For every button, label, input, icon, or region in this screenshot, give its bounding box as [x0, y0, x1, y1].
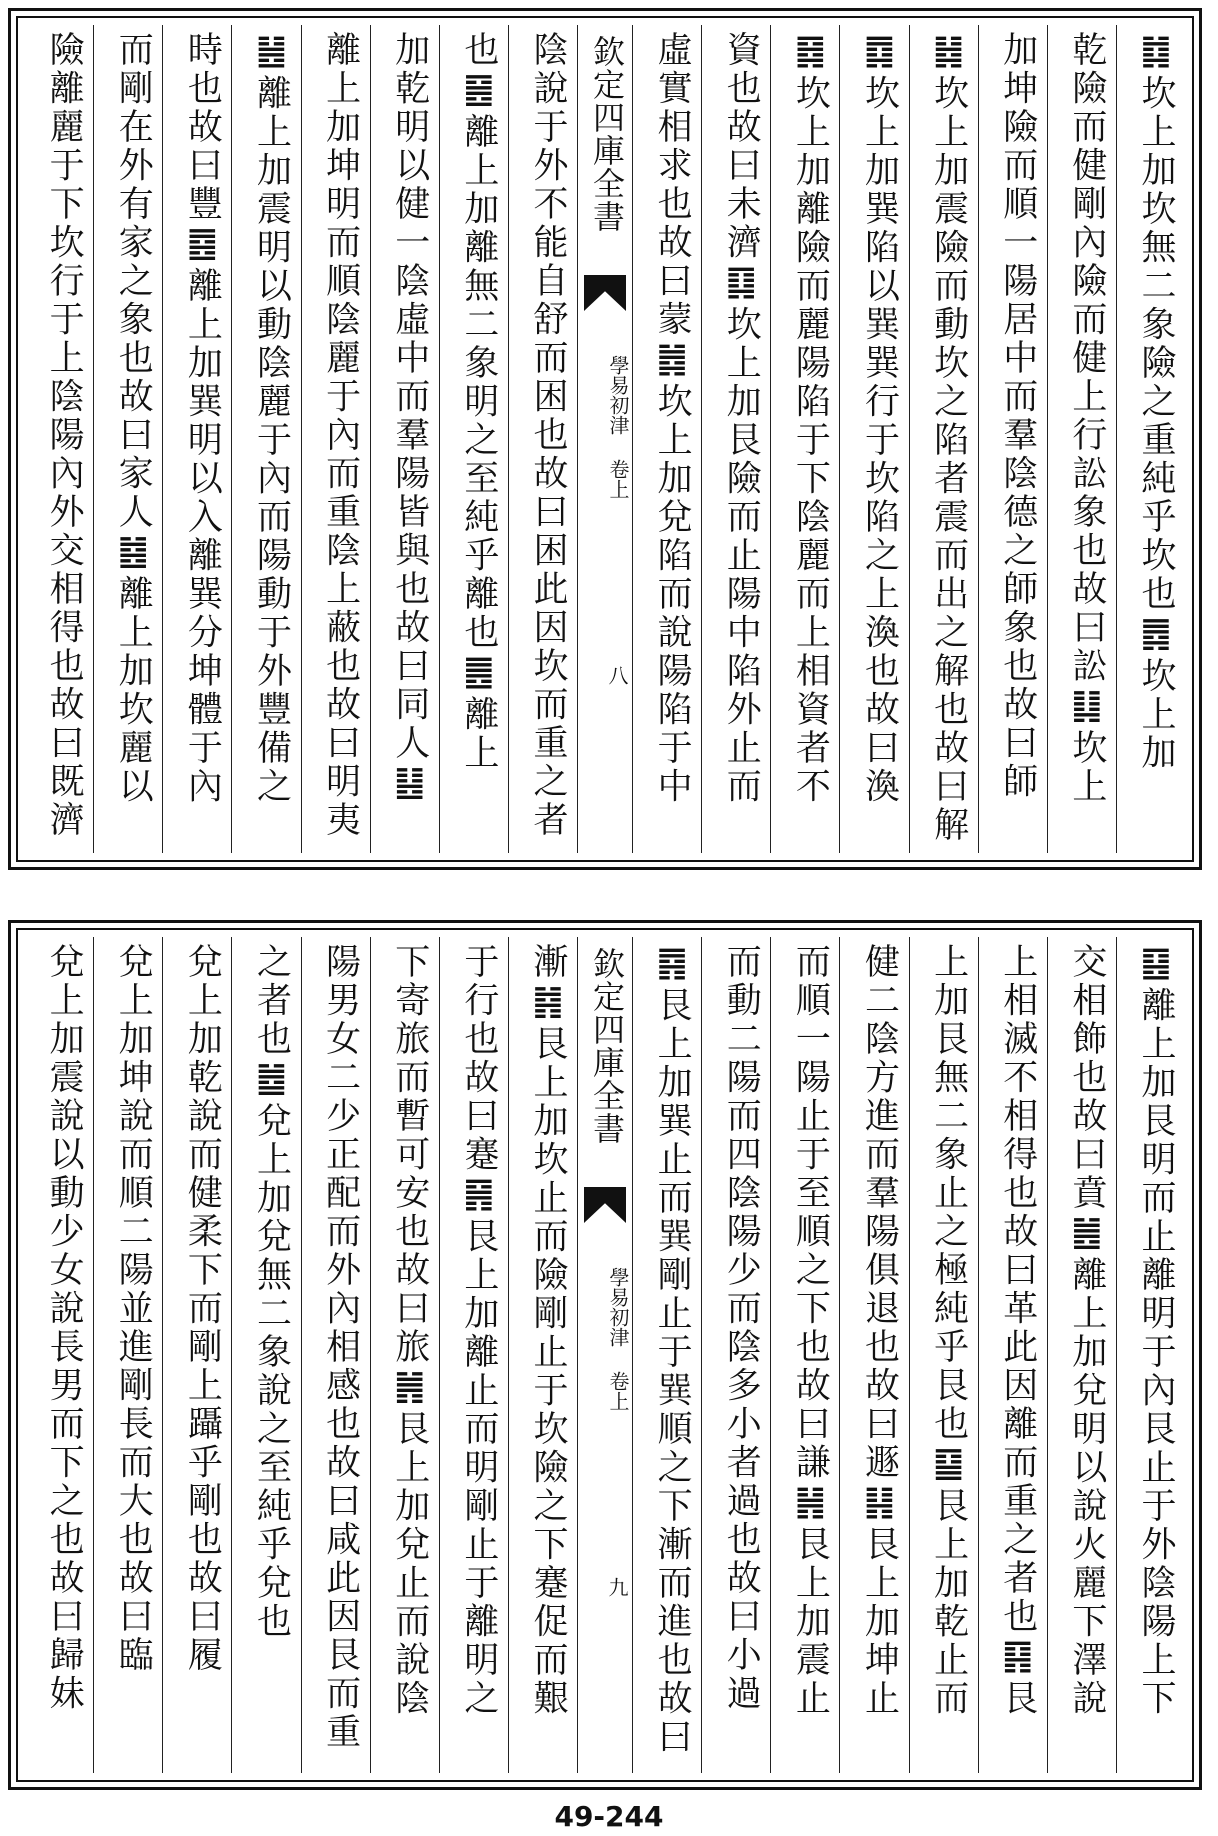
top-page-panel: [8, 8, 1202, 870]
text-column: 加坤險而順一陽居中而羣陰德之師象也故曰師: [978, 25, 1047, 853]
text-column: 兌上加震說以動少女說長男而下之也故曰歸妹: [44, 943, 85, 1713]
text-column: ䷧坎上加震險而動坎之陷者震而出之解也故曰解: [909, 25, 978, 853]
text-column: 上加艮無二象止之極純乎艮也䷙艮上加乾止而: [909, 937, 978, 1773]
text-column: 陰說于外不能自舒而困也故曰困此因坎而重之者: [508, 25, 577, 853]
leaf-number: 九: [605, 1577, 629, 1597]
text-column: 離上加坤明而順陰麗于內而重陰上蔽也故曰明夷: [301, 25, 370, 853]
fish-tail-mark-icon: [584, 275, 626, 311]
text-column: 而剛在外有家之象也故曰家人䷾離上加坎麗以: [93, 25, 162, 853]
text-column: 兌上加坤說而順二陽並進剛長而大也故曰臨: [93, 937, 162, 1773]
center-gutter: [577, 937, 632, 1773]
text-column: ䷺坎上加巽陷以巽巽行于坎陷之上渙也故曰渙: [839, 25, 908, 853]
page-number-footer: 49-244: [554, 1800, 664, 1833]
text-column: 漸䷦艮上加坎止而險剛止于坎險之下蹇促而艱: [508, 937, 577, 1773]
top-page-columns: [25, 25, 1185, 853]
text-column: 加乾明以健一陰虛中而羣陽皆與也故曰同人䷣: [370, 25, 439, 853]
center-gutter: [577, 25, 632, 853]
text-column: 交相飾也故曰賁䷰離上加兌明以說火麗下澤說: [1047, 937, 1116, 1773]
text-column: 于行也故曰蹇䷷艮上加離止而明剛止于離明之: [439, 937, 508, 1773]
text-column: 險離麗于下坎行于上陰陽內外交相得也故曰既濟: [44, 31, 85, 840]
leaf-number: 八: [605, 665, 629, 685]
text-column: 而動二陽而四陰陽少而陰多小者過也故曰小過: [701, 937, 770, 1773]
volume-label: 學易初津 卷上: [606, 355, 630, 499]
text-column: 也䷝離上加離無二象明之至純乎離也䷌離上: [439, 25, 508, 853]
text-column: ䷶離上加震明以動陰麗于內而陽動于外豐備之: [231, 25, 300, 853]
bottom-page-columns: [25, 937, 1185, 1773]
fish-tail-mark-icon: [584, 1187, 626, 1223]
book-title: 欽定四庫全書: [588, 35, 626, 233]
text-column: ䷴艮上加巽止而巽剛止于巽順之下漸而進也故曰: [632, 937, 701, 1773]
text-column: ䷜坎上加坎無二象險之重純乎坎也䷅坎上加: [1116, 25, 1185, 853]
text-column: 乾險而健剛內險而健上行訟象也故曰訟䷆坎上: [1047, 25, 1116, 853]
text-column: 陽男女二少正配而外內相感也故曰咸此因艮而重: [301, 937, 370, 1773]
text-column: 上相滅不相得也故曰革此因離而重之者也䷳艮: [978, 937, 1047, 1773]
book-title: 欽定四庫全書: [588, 947, 626, 1145]
text-column: 健二陰方進而羣陽俱退也故曰遯䷎艮上加坤止: [839, 937, 908, 1773]
text-column: ䷕離上加艮明而止離明于內艮止于外陰陽上下: [1116, 937, 1185, 1773]
text-column: 下寄旅而暫可安也故曰旅䷞艮上加兌止而說陰: [370, 937, 439, 1773]
bottom-page-panel: [8, 920, 1202, 1790]
text-column: 兌上加乾說而健柔下而剛上躡乎剛也故曰履: [162, 937, 231, 1773]
text-column: 資也故曰未濟䷃坎上加艮險而止陽中陷外止而: [701, 25, 770, 853]
text-column: 之者也䷹兌上加兌無二象說之至純乎兌也: [231, 937, 300, 1773]
volume-label: 學易初津 卷上: [606, 1267, 630, 1411]
text-column: ䷿坎上加離險而麗陽陷于下陰麗而上相資者不: [770, 25, 839, 853]
text-column: 虛實相求也故曰蒙䷮坎上加兌陷而說陽陷于中: [632, 25, 701, 853]
text-column: 時也故曰豐䷤離上加巽明以入離巽分坤體于內: [162, 25, 231, 853]
text-column: 而順一陽止于至順之下也故曰謙䷽艮上加震止: [770, 937, 839, 1773]
